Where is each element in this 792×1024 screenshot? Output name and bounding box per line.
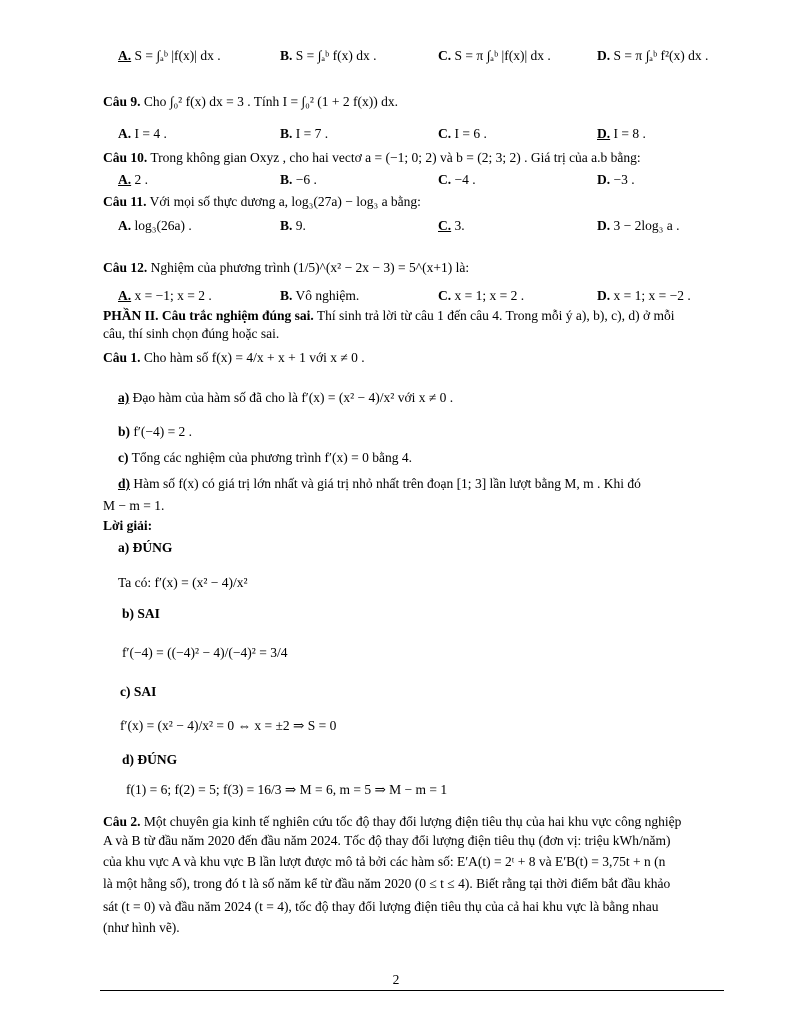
q10-option-c [438,172,476,188]
q9-stem-text: Cho ∫₀² f(x) dx = 3 . Tính I = ∫₀² (1 + 2 f(x)) dx. [143,94,398,109]
q11-option-c-label: C. [438,218,452,233]
q11-option-b-label: B. [280,218,293,233]
q9-option-c-label: C. [438,126,452,141]
c1-a-text: Đạo hàm của hàm số đã cho là f′(x) = (x² − 4)/x² với x ≠ 0 . [132,390,454,405]
q12-stem-text: Nghiệm của phương trình (1/5)^(x² − 2x − 3) = 5^(x+1) là: [150,260,470,275]
solution-c-head: c) SAI [120,684,157,699]
q8-option-b [280,48,376,64]
q11-option-d-text: 3 − 2log₃ a . [613,218,680,233]
q12-option-a [118,288,212,304]
q9-option-b-label: B. [280,126,293,141]
c2-line2: A và B từ đầu năm 2020 đến đầu năm 2024. Tốc độ thay đổi lượng điện tiêu thụ (đơn vị: triệu kWh/năm) [103,833,671,848]
q8-option-a-label: A. [118,48,132,63]
solution-d-head: d) ĐÚNG [122,752,178,767]
c1-stem-text: Cho hàm số f(x) = 4/x + x + 1 với x ≠ 0 . [143,350,365,365]
q8-option-c [438,48,551,64]
q10-option-b [280,172,317,188]
q12-option-b [280,288,359,304]
q11-option-c-text: 3. [454,218,465,233]
c1-statement-c [118,450,412,466]
q10-stem [103,150,641,166]
c2-line3: của khu vực A và khu vực B lần lượt được mô tả bởi các hàm số: E′A(t) = 2ᵗ + 8 và E′B(t) = 3,75t + n (n [103,854,666,869]
solution-heading: Lời giải: [103,518,153,533]
q11-option-d-label: D. [597,218,611,233]
q11-stem [103,194,421,210]
c1-b-text: f′(−4) = 2 . [133,424,193,439]
solution-c-body: f′(x) = (x² − 4)/x² = 0 ⇔ x = ±2 ⇒ S = 0 [120,718,337,733]
c2-line4: là một hằng số), trong đó t là số năm kể từ đầu năm 2020 (0 ≤ t ≤ 4). Biết rằng tại thời điểm bắt đầu khảo [103,876,671,891]
q12-option-b-text: Vô nghiệm. [295,288,360,303]
q12-option-a-label: A. [118,288,132,303]
q8-option-b-label: B. [280,48,293,63]
q8-option-a-text: S = ∫ₐᵇ |f(x)| dx . [134,48,221,63]
c1-b-label: b) [118,424,131,439]
page-number: 2 [392,972,400,987]
q11-option-a [118,218,192,234]
q10-option-c-label: C. [438,172,452,187]
q11-option-a-text: log₃(26a) . [134,218,192,233]
q9-option-c-text: I = 6 . [454,126,487,141]
q10-stem-text: Trong không gian Oxyz , cho hai vectơ a = (−1; 0; 2) và b = (2; 3; 2) . Giá trị của a.b bằng: [150,150,641,165]
q9-option-d-text: I = 8 . [613,126,646,141]
c1-a-label: a) [118,390,130,405]
q11-option-b [280,218,306,234]
solution-b-head: b) SAI [122,606,160,621]
q12-option-c-label: C. [438,288,452,303]
q11-option-d [597,218,679,234]
q10-label: Câu 10. [103,150,148,165]
q8-option-a [118,48,221,64]
q9-label: Câu 9. [103,94,141,109]
q12-option-d [597,288,691,304]
q9-option-a-label: A. [118,126,132,141]
c2-line6: (như hình vẽ). [103,920,180,935]
c1-label: Câu 1. [103,350,141,365]
c1-statement-d [118,476,641,492]
solution-a-body: Ta có: f′(x) = (x² − 4)/x² [118,575,248,590]
q11-stem-text: Với mọi số thực dương a, log₃(27a) − log₃ a bằng: [149,194,421,209]
q10-option-b-label: B. [280,172,293,187]
c1-d-label: d) [118,476,131,491]
q12-option-d-text: x = 1; x = −2 . [613,288,691,303]
c2-text-line1: Một chuyên gia kinh tế nghiên cứu tốc độ thay đổi lượng điện tiêu thụ của hai khu vực công nghiệp [143,814,682,829]
q10-option-a-text: 2 . [134,172,148,187]
q8-option-b-text: S = ∫ₐᵇ f(x) dx . [295,48,377,63]
q8-option-d-label: D. [597,48,611,63]
q10-option-d [597,172,635,188]
q12-option-c [438,288,524,304]
q10-option-b-text: −6 . [295,172,317,187]
part2-intro [103,308,674,324]
q10-option-d-label: D. [597,172,611,187]
q9-option-d [597,126,646,142]
part2-intro-line1: Thí sinh trả lời từ câu 1 đến câu 4. Trong mỗi ý a), b), c), d) ở mỗi [316,308,675,323]
q8-option-d [597,48,708,64]
c1-c-label: c) [118,450,129,465]
footer-divider [100,990,724,991]
q12-option-c-text: x = 1; x = 2 . [454,288,525,303]
q8-option-c-label: C. [438,48,452,63]
part2-heading: PHẦN II. Câu trắc nghiệm đúng sai. [103,308,314,323]
q10-option-d-text: −3 . [613,172,635,187]
c2-label: Câu 2. [103,814,141,829]
q12-label: Câu 12. [103,260,148,275]
q11-option-a-label: A. [118,218,132,233]
c1-c-text: Tổng các nghiệm của phương trình f′(x) = 0 bằng 4. [131,450,412,465]
q11-option-b-text: 9. [295,218,306,233]
solution-b-body: f′(−4) = ((−4)² − 4)/(−4)² = 3/4 [122,645,288,660]
q10-option-a-label: A. [118,172,132,187]
q9-stem [103,94,398,110]
q12-option-a-text: x = −1; x = 2 . [134,288,212,303]
part2-intro-line2: câu, thí sinh chọn đúng hoặc sai. [103,326,280,341]
c2-line5: sát (t = 0) và đầu năm 2024 (t = 4), tốc độ thay đổi lượng điện tiêu thụ của cả hai khu vực là bằng nhau [103,899,659,914]
q8-option-c-text: S = π ∫ₐᵇ |f(x)| dx . [454,48,551,63]
q9-option-c [438,126,487,142]
q9-option-d-label: D. [597,126,611,141]
q11-label: Câu 11. [103,194,147,209]
q9-option-a [118,126,167,142]
solution-a-head: a) ĐÚNG [118,540,173,555]
c1-d-text-line1: Hàm số f(x) có giá trị lớn nhất và giá trị nhỏ nhất trên đoạn [1; 3] lần lượt bằng M, m . Khi đó [133,476,641,491]
c1-statement-a [118,390,453,406]
q10-option-a [118,172,148,188]
q8-option-d-text: S = π ∫ₐᵇ f²(x) dx . [613,48,709,63]
q11-option-c [438,218,465,234]
solution-d-body: f(1) = 6; f(2) = 5; f(3) = 16/3 ⇒ M = 6, m = 5 ⇒ M − m = 1 [126,782,448,797]
q9-option-a-text: I = 4 . [134,126,167,141]
c2-line1 [103,814,681,830]
q10-option-c-text: −4 . [454,172,476,187]
q12-option-b-label: B. [280,288,293,303]
q9-option-b-text: I = 7 . [295,126,329,141]
c1-statement-b [118,424,192,440]
q12-option-d-label: D. [597,288,611,303]
q9-option-b [280,126,328,142]
c1-d-text-line2: M − m = 1. [103,498,165,513]
q12-stem [103,260,469,276]
c1-stem [103,350,365,366]
